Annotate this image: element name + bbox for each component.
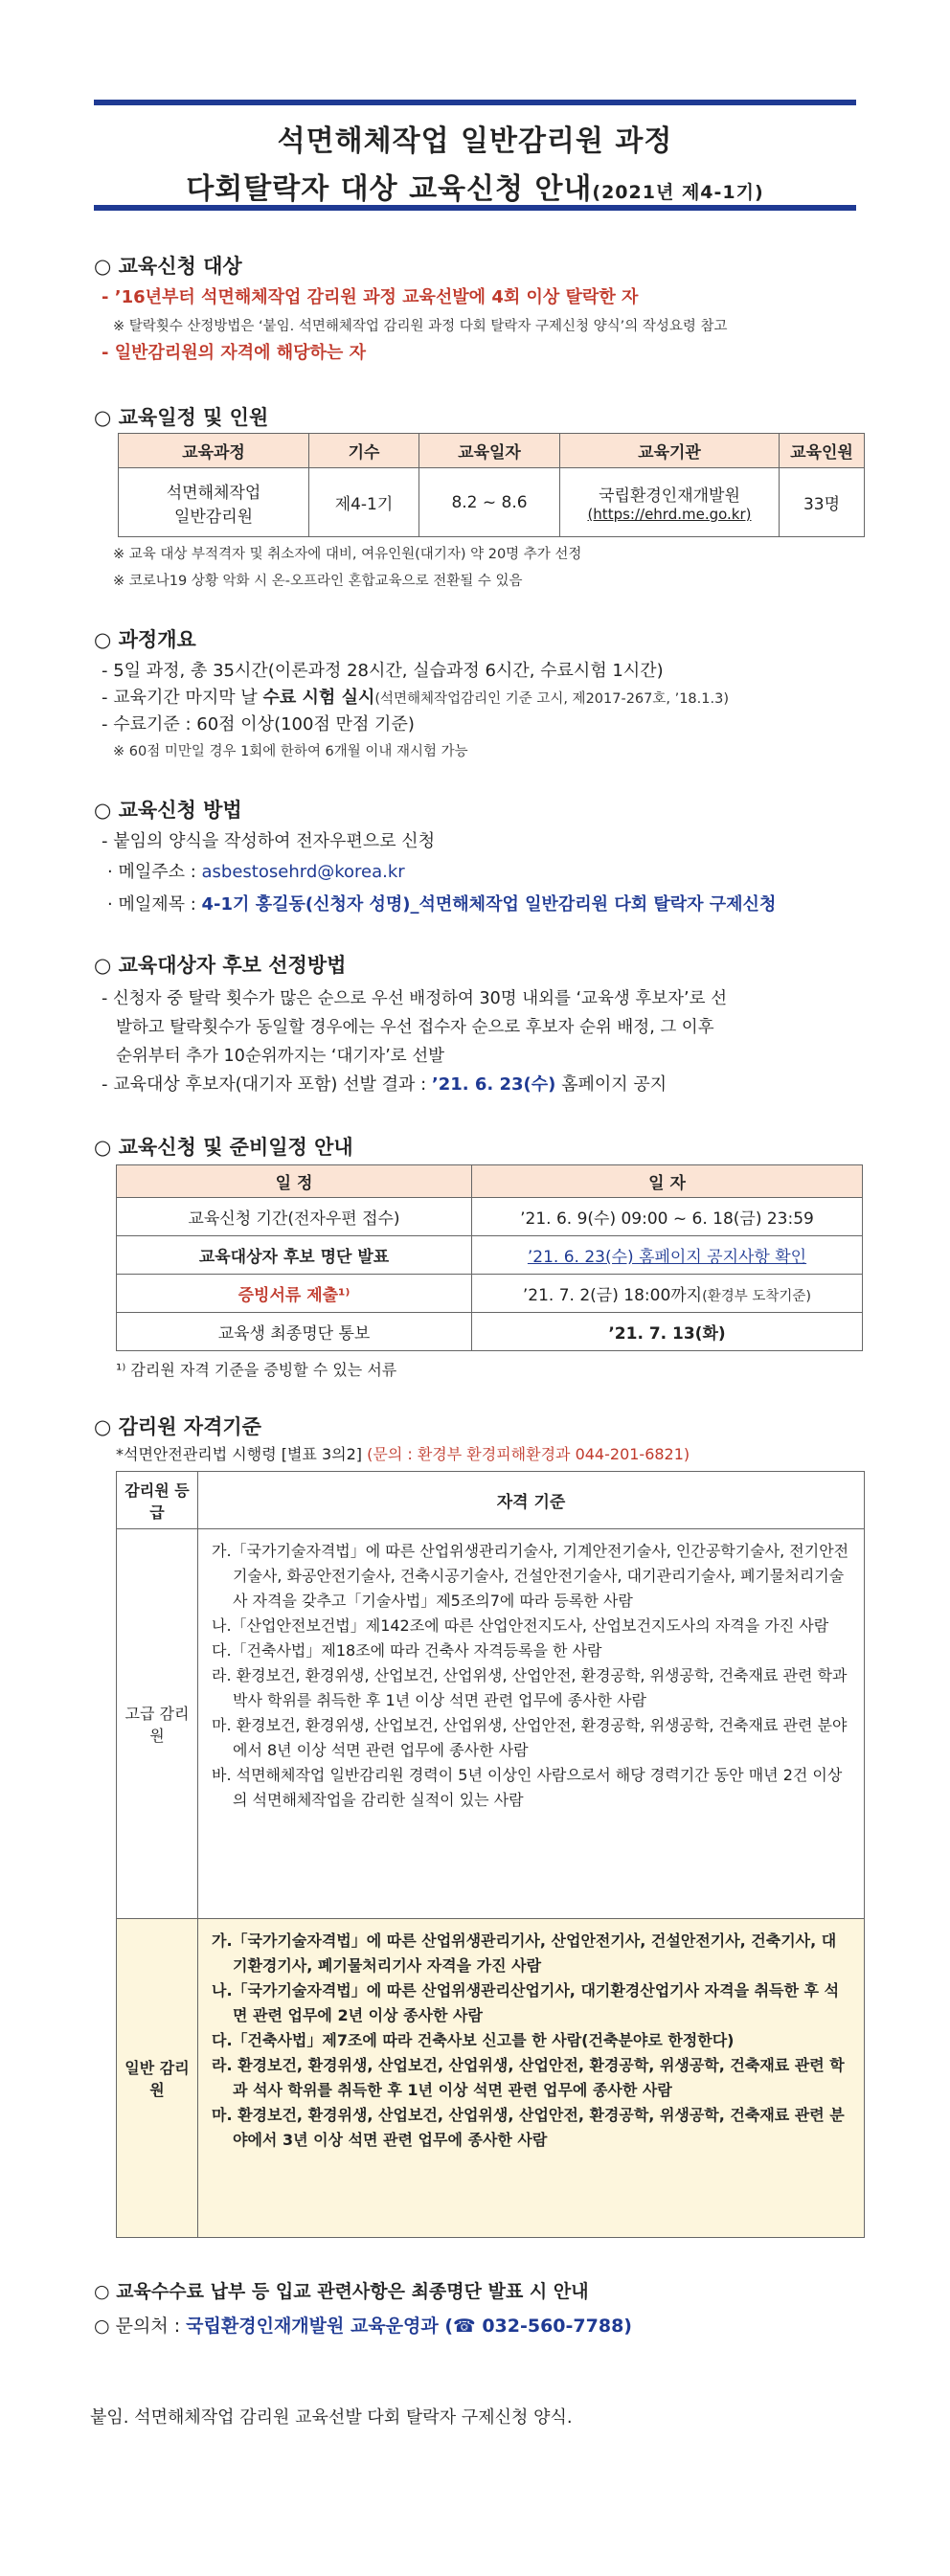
date-2: ’21. 6. 23(수) 홈페이지 공지사항 확인 — [472, 1236, 863, 1275]
cell-date: 8.2 ~ 8.6 — [419, 468, 560, 537]
col-when: 일 자 — [472, 1165, 863, 1198]
cell-course: 석면해체작업 일반감리원 — [119, 468, 309, 537]
col-term: 기수 — [309, 434, 419, 468]
col-event: 일 정 — [117, 1165, 472, 1198]
grade-general: 일반 감리원 — [117, 1919, 198, 2238]
qualification-table — [116, 1471, 865, 2238]
selection-line1: - 신청자 중 탈락 횟수가 많은 순으로 우선 배정하여 30명 내외를 ‘교육생 후보자’로 선 — [102, 989, 727, 1008]
org-link[interactable]: (https://ehrd.me.go.kr) — [587, 506, 752, 523]
schedule-table — [118, 433, 865, 537]
senior-criteria — [198, 1529, 865, 1919]
col-course: 교육과정 — [119, 434, 309, 468]
event-2: 교육대상자 후보 명단 발표 — [117, 1236, 472, 1275]
overview-line2: - 교육기간 마지막 날 수료 시험 실시(석면해체작업감리인 기준 고시, 제2017-267호, ’18.1.3) — [102, 688, 729, 708]
col-grade: 감리원 등급 — [117, 1472, 198, 1529]
section-schedule-heading: ○ 교육일정 및 인원 — [94, 406, 269, 429]
senior-item-1: 가.「국가기술자격법」에 따른 산업위생관리기술사, 기계안전기술사, 인간공학기술사, 전기안전기술사, 화공안전기술사, 건축시공기술사, 건설안전기술사, 대기관리기술사, 폐기물처리기술사 자격을 갖추고「기술사법」제5조의7에 따라 등록한 사람 — [212, 1542, 849, 1610]
senior-item-2: 나.「산업안전보건법」제142조에 따른 산업안전지도사, 산업보건지도사의 자격을 가진 사람 — [212, 1616, 829, 1635]
general-item-2: 나.「국가기술자격법」에 따른 산업위생관리산업기사, 대기환경산업기사 자격을 취득한 후 석면 관련 업무에 2년 이상 종사한 사람 — [212, 1981, 840, 2024]
general-item-5: 마. 환경보건, 환경위생, 산업보건, 산업위생, 산업안전, 환경공학, 위생공학, 건축재료 관련 분야에서 3년 이상 석면 관련 업무에 종사한 사람 — [212, 2106, 845, 2149]
selection-line4: - 교육대상 후보자(대기자 포함) 선발 결과 : ’21. 6. 23(수) 홈페이지 공지 — [102, 1074, 667, 1095]
overview-line3: - 수료기준 : 60점 이상(100점 만점 기준) — [102, 714, 415, 734]
law-reference: *석면안전관리법 시행령 [별표 3의2] (문의 : 환경부 환경피해환경과 044-201-6821) — [116, 1445, 690, 1463]
col-criteria: 자격 기준 — [198, 1472, 865, 1529]
col-count: 교육인원 — [780, 434, 865, 468]
title-line2: 다회탈락자 대상 교육신청 안내(2021년 제4-1기) — [186, 172, 764, 206]
method-line1: - 붙임의 양식을 작성하여 전자우편으로 신청 — [102, 831, 436, 851]
section-timeline-heading: ○ 교육신청 및 준비일정 안내 — [94, 1136, 353, 1159]
target-note: ※ 탈락횟수 산정방법은 ‘붙임. 석면해체작업 감리원 과정 다회 탈락자 구제신청 양식’의 작성요령 참고 — [113, 319, 728, 334]
section-overview-heading: ○ 과정개요 — [94, 628, 196, 651]
selection-line2: 발하고 탈락횟수가 동일할 경우에는 우선 접수자 순으로 후보자 순위 배정, 그 이후 — [116, 1018, 714, 1037]
timeline-footnote: ¹⁾ 감리원 자격 기준을 증빙할 수 있는 서류 — [116, 1361, 397, 1379]
general-item-3: 다.「건축사법」제7조에 따라 건축사보 신고를 한 사람(건축분야로 한정한다) — [212, 2031, 735, 2049]
cell-org: 국립환경인재개발원 (https://ehrd.me.go.kr) — [560, 468, 780, 537]
col-org: 교육기관 — [560, 434, 780, 468]
cell-count: 33명 — [780, 468, 865, 537]
contact-line: ○ 문의처 : 국립환경인재개발원 교육운영과 (☎ 032-560-7788) — [94, 2316, 632, 2337]
date-3: ’21. 7. 2(금) 18:00까지(환경부 도착기준) — [472, 1275, 863, 1313]
general-criteria — [198, 1919, 865, 2238]
event-4: 교육생 최종명단 통보 — [117, 1313, 472, 1351]
method-subject: · 메일제목 : 4-1기 홍길동(신청자 성명)_석면해체작업 일반감리원 다회 탈락자 구제신청 — [107, 894, 777, 915]
title-box — [94, 100, 856, 211]
mail-address-link[interactable]: asbestosehrd@korea.kr — [201, 862, 405, 882]
target-line-a: - ’16년부터 석면해체작업 감리원 과정 교육선발에 4회 이상 탈락한 자 — [102, 287, 639, 307]
method-mail: · 메일주소 : asbestosehrd@korea.kr — [107, 862, 405, 882]
fee-notice: ○ 교육수수료 납부 등 입교 관련사항은 최종명단 발표 시 안내 — [94, 2281, 589, 2302]
event-1: 교육신청 기간(전자우편 접수) — [117, 1198, 472, 1236]
grade-senior: 고급 감리원 — [117, 1529, 198, 1919]
senior-item-3: 다.「건축사법」제18조에 따라 건축사 자격등록을 한 사람 — [212, 1641, 602, 1660]
title-line1: 석면해체작업 일반감리원 과정 — [277, 124, 673, 158]
overview-note: ※ 60점 미만일 경우 1회에 한하여 6개월 이내 재시험 가능 — [113, 744, 468, 759]
general-item-4: 라. 환경보건, 환경위생, 산업보건, 산업위생, 산업안전, 환경공학, 위생공학, 건축재료 관련 학과 석사 학위를 취득한 후 1년 이상 석면 관련 업무에 종사한 사람 — [212, 2056, 845, 2099]
general-item-1: 가.「국가기술자격법」에 따른 산업위생관리기사, 산업안전기사, 건설안전기사, 건축기사, 대기환경기사, 폐기물처리기사 자격을 가진 사람 — [212, 1932, 837, 1975]
senior-item-6: 바. 석면해체작업 일반감리원 경력이 5년 이상인 사람으로서 해당 경력기간 동안 매년 2건 이상의 석면해체작업을 감리한 실적이 있는 사람 — [212, 1766, 843, 1809]
date-4: ’21. 7. 13(화) — [472, 1313, 863, 1351]
selection-line3: 순위부터 추가 10순위까지는 ‘대기자’로 선발 — [116, 1047, 445, 1066]
cell-term: 제4-1기 — [309, 468, 419, 537]
timeline-table — [116, 1164, 863, 1351]
section-target-heading: ○ 교육신청 대상 — [94, 255, 242, 278]
section-qualification-heading: ○ 감리원 자격기준 — [94, 1415, 261, 1438]
attachment-note: 붙임. 석면해체작업 감리원 교육선발 다회 탈락자 구제신청 양식. — [90, 2407, 573, 2428]
section-method-heading: ○ 교육신청 방법 — [94, 799, 242, 822]
col-date: 교육일자 — [419, 434, 560, 468]
schedule-note1: ※ 교육 대상 부적격자 및 취소자에 대비, 여유인원(대기자) 약 20명 추가 선정 — [113, 547, 582, 562]
schedule-note2: ※ 코로나19 상황 악화 시 온-오프라인 혼합교육으로 전환될 수 있음 — [113, 574, 523, 589]
event-3: 증빙서류 제출¹⁾ — [117, 1275, 472, 1313]
senior-item-5: 마. 환경보건, 환경위생, 산업보건, 산업위생, 산업안전, 환경공학, 위생공학, 건축재료 관련 분야에서 8년 이상 석면 관련 업무에 종사한 사람 — [212, 1716, 848, 1759]
section-selection-heading: ○ 교육대상자 후보 선정방법 — [94, 954, 347, 977]
target-line-b: - 일반감리원의 자격에 해당하는 자 — [102, 343, 366, 363]
overview-line1: - 5일 과정, 총 35시간(이론과정 28시간, 실습과정 6시간, 수료시험 1시간) — [102, 661, 664, 681]
senior-item-4: 라. 환경보건, 환경위생, 산업보건, 산업위생, 산업안전, 환경공학, 위생공학, 건축재료 관련 학과 박사 학위를 취득한 후 1년 이상 석면 관련 업무에 종사한 사람 — [212, 1666, 848, 1709]
date-1: ’21. 6. 9(수) 09:00 ~ 6. 18(금) 23:59 — [472, 1198, 863, 1236]
